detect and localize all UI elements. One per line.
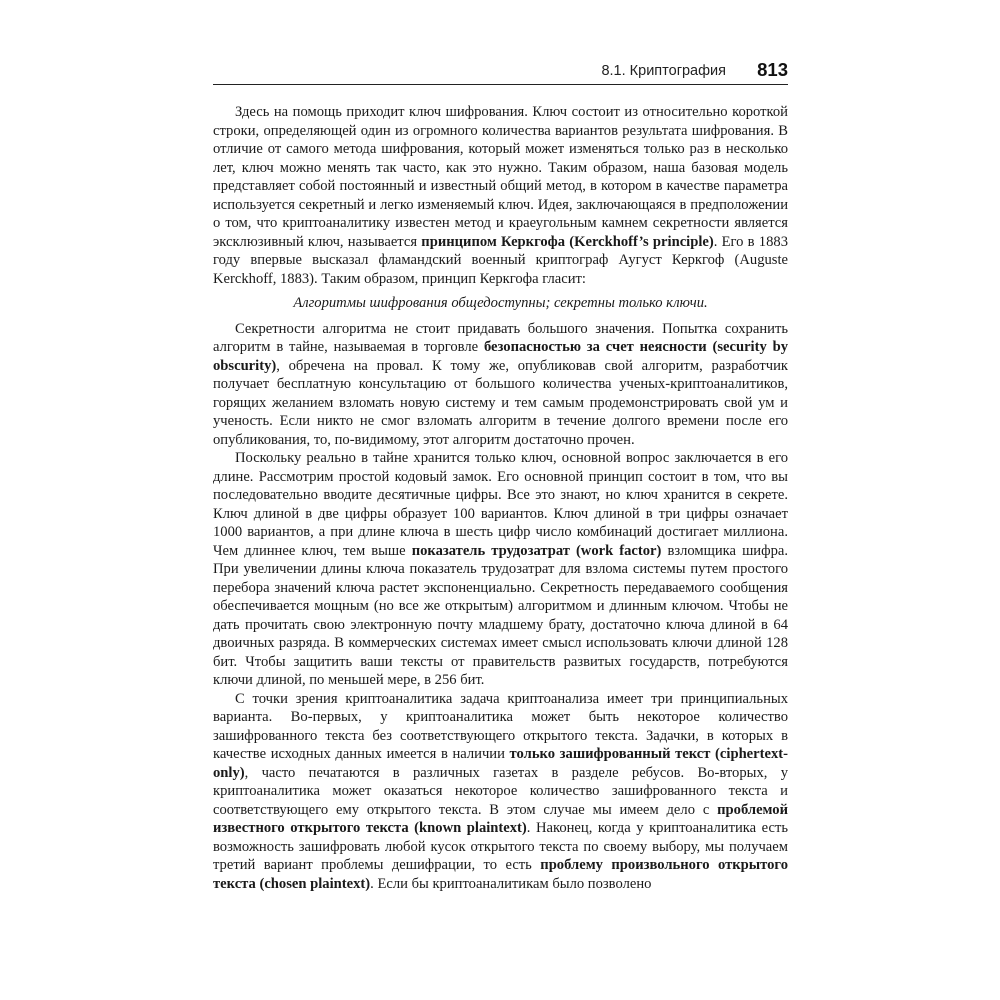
paragraph-key-length (213, 449, 788, 690)
text-run: Поскольку реально в тайне хранится только ключ, основной вопрос заключается в его длине. Рассмотрим простой кодовый замок. Его основной принцип состоит в том, что вы последовательно вводите десятичные цифры. Все это знают, но ключ хранится в секрете. Ключ длиной в две цифры образует 100 вариантов. Ключ длиной в три цифры означает 1000 вариантов, а при длине ключа в шесть цифр число комбинаций достигает миллиона. Чем длиннее ключ, тем выше (213, 450, 788, 559)
term-known-plaintext: проблемой известного открытого текста (known plaintext) (213, 801, 788, 836)
page-body (213, 103, 788, 893)
header-section-title: 8.1. Криптография (601, 63, 726, 79)
paragraph-cryptanalysis-variants (213, 690, 788, 894)
text-run: , обречена на провал. К тому же, опубликовав свой алгоритм, разработчик получает бесплатную консультацию от большого количества ученых-криптоаналитиков, горящих желанием взломать новую систему и тем самым продемонстрировать свой ум и ученость. Если никто не смог взломать алгоритм в течение долгого времени после его опубликования, то, по-видимому, этот алгоритм достаточно прочен. (213, 357, 788, 448)
term-security-by-obscurity: безопасностью за счет неясности (security by obscurity) (213, 339, 788, 374)
term-ciphertext-only: только зашифрованный текст (ciphertext-only) (213, 746, 788, 781)
text-run: Здесь на помощь приходит ключ шифрования. Ключ состоит из относительно короткой строки, определяющей один из огромного количества вариантов результата шифрования. В отличие от самого метода шифрования, который может изменяться только раз в несколько лет, ключ можно менять так часто, как это нужно. Таким образом, наша базовая модель представляет собой постоянный и известный общий метод, в котором в качестве параметра используется секретный и легко изменяемый ключ. Идея, заключающаяся в предположении о том, что криптоаналитику известен метод и краеугольным камнем секретности является эксклюзивный ключ, называется (213, 104, 788, 250)
epigraph-text: Алгоритмы шифрования общедоступны; секретны только ключи. (293, 295, 708, 311)
paragraph-kerckhoff (213, 103, 788, 288)
text-run: . Если бы криптоаналитикам было позволено (370, 875, 652, 892)
epigraph-quote (213, 294, 788, 313)
text-run: , часто печатаются в различных газетах в разделе ребусов. Во-вторых, у криптоаналитика может оказаться некоторое количество зашифрованного текста и соответствующего ему открытого текста. В этом случае мы имеем дело с (213, 764, 788, 818)
term-chosen-plaintext: проблему произвольного открытого текста (chosen plaintext) (213, 857, 788, 892)
text-run: Секретности алгоритма не стоит придавать большого значения. Попытка сохранить алгоритм в тайне, называемая в торговле (213, 320, 788, 355)
term-work-factor: показатель трудозатрат (work factor) (411, 542, 662, 559)
text-run: взломщика шифра. При увеличении длины ключа показатель трудозатрат для взлома системы путем простого перебора значений ключа растет экспоненциально. Секретность передаваемого сообщения обеспечивается мощным (но все же открытым) алгоритмом и длинным ключом. Чтобы не дать прочитать свою электронную почту младшему брату, достаточно ключа длиной в 64 двоичных разряда. В коммерческих системах имеет смысл использовать ключи длиной 128 бит. Чтобы защитить ваши тексты от правительств развитых государств, потребуются ключи длиной, по меньшей мере, в 256 бит. (213, 542, 788, 688)
text-run: . Наконец, когда у криптоаналитика есть возможность зашифровать любой кусок открытого текста по своему выбору, мы получаем третий вариант проблемы дешифрации, то есть (213, 820, 788, 873)
paragraph-security-by-obscurity (213, 320, 788, 450)
running-header (213, 60, 788, 84)
page-number: 813 (757, 59, 788, 80)
header-rule (213, 84, 788, 85)
text-run: . Его в 1883 году впервые высказал фламандский военный криптограф Аугуст Керкгоф (Auguste Kerckhoff, 1883). Таким образом, принцип Керкгофа гласит: (213, 233, 788, 287)
term-kerckhoff-principle: принципом Керкгофа (Kerckhoff’s principle) (421, 233, 714, 250)
text-run: С точки зрения криптоаналитика задача криптоанализа имеет три принципиальных варианта. Во-первых, у криптоаналитика может быть некоторое количество зашифрованного текста без соответствующего открытого текста. Задачки, в которых в качестве исходных данных имеется в наличии (213, 690, 788, 762)
